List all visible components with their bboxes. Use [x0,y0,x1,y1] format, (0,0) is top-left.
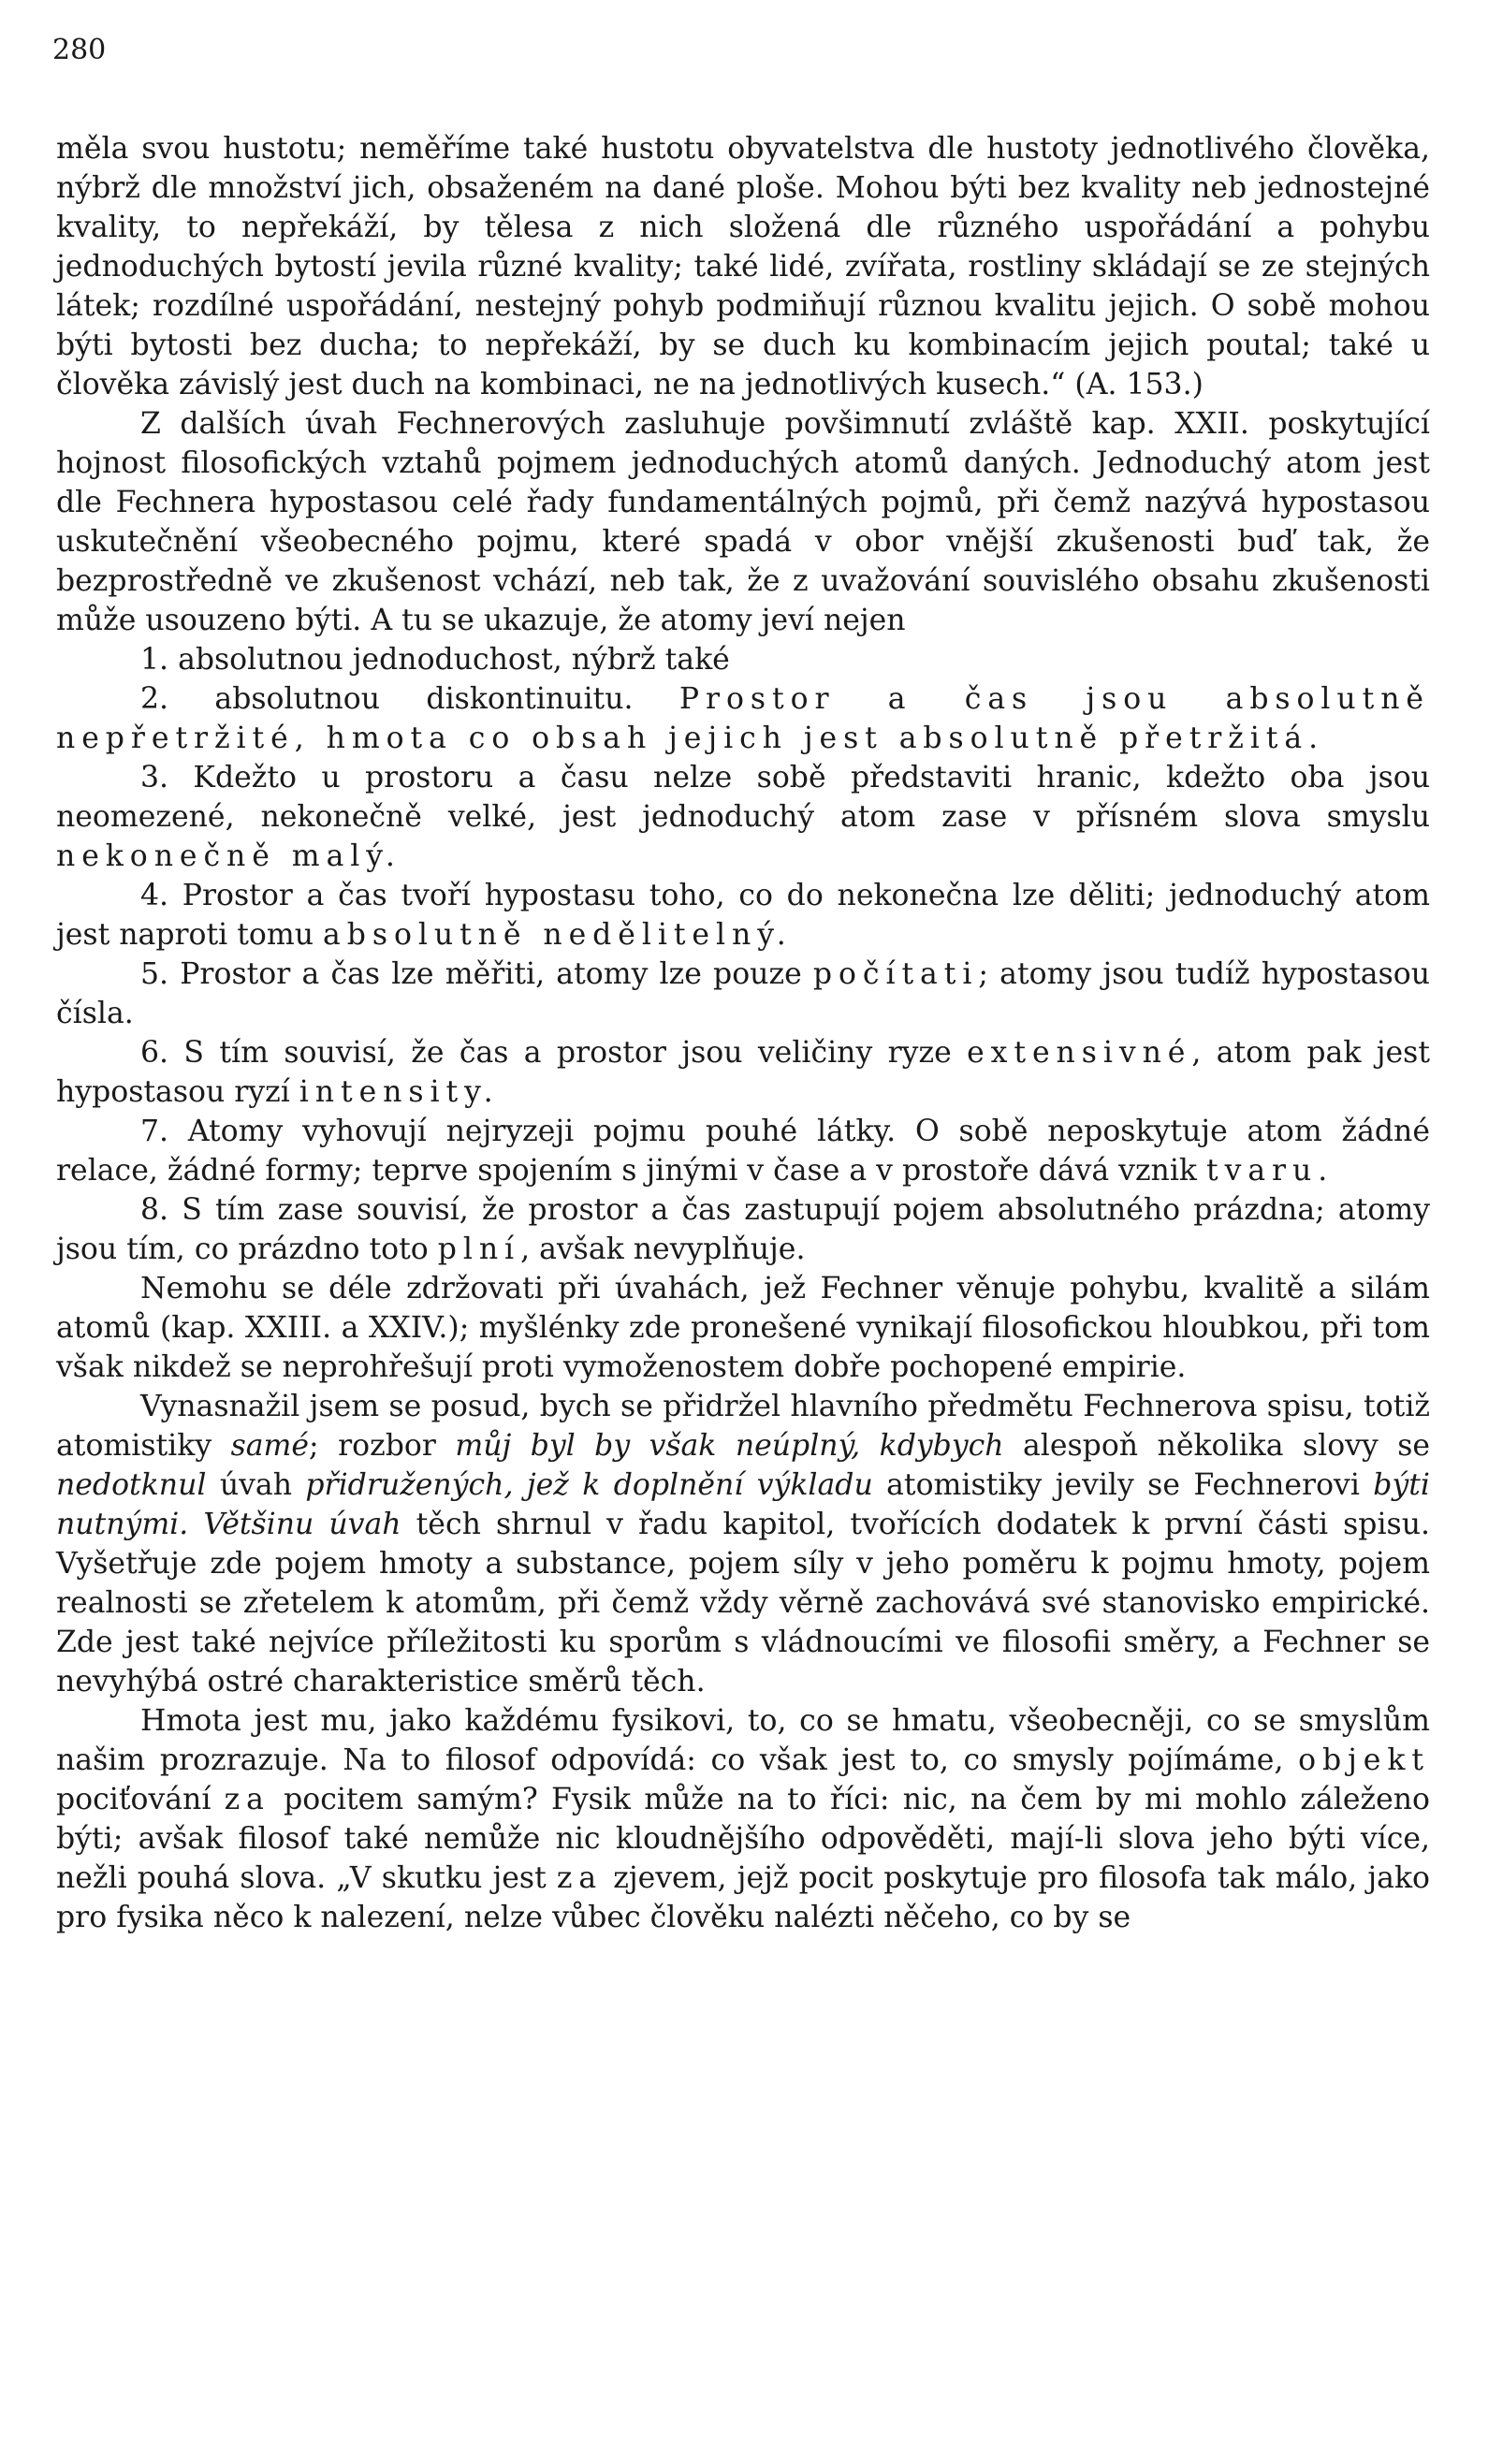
list-item-1: 1. absolutnou jednoduchost, nýbrž také [140,643,730,677]
paragraph-3: Nemohu se déle zdržovati při úvahách, jež Fechner věnuje pohybu, kvalitě a silám atomů (kap. XXIII. a XXIV.); myšlénky zde pronešené vynikají filosofickou hloubkou, při tom však nikdež se neprohřešují proti vymoženostem dobře pochopené empirie. [56,1272,1430,1384]
paragraph-5: Hmota jest mu, jako každému fysikovi, to, co se hmatu, všeobecněji, co se smyslům našim prozrazuje. Na to filosof odpovídá: co však jest to, co smysly pojímáme, objekt pociťování za pocitem samým? Fysik může na to říci: nic, na čem by mi mohlo záleženo býti; avšak filosof také nemůže nic kloudnějšího odpověděti, mají-li slova jeho býti více, nežli pouhá slova. „V skutku jest za zjevem, jejž pocit poskytuje pro filosofa tak málo, jako pro fysika něco k nalezení, nelze vůbec člověku nalézti něčeho, co by se [56,1704,1431,1934]
list-item-2: 2. absolutnou diskontinuitu. Prostor a čas jsou absolutně nepřetržité, hmota co obsah jejich jest absolutně přetržitá. [56,682,1431,755]
list-item-7: 7. Atomy vyhovují nejryzeji pojmu pouhé látky. O sobě neposkytuje atom žádné relace, žádné formy; teprve spojením s jinými v čase a v prostoře dává vznik tvaru. [56,1115,1430,1188]
list-item-5: 5. Prostor a čas lze měřiti, atomy lze pouze počítati; atomy jsou tudíž hypostasou čísla. [56,957,1430,1030]
page-number: 280 [52,34,107,66]
list-item-3: 3. Kdežto u prostoru a času nelze sobě představiti hranic, kdežto oba jsou neomezené, nekonečně velké, jest jednoduchý atom zase v přísném slova smyslu nekonečně malý. [56,761,1430,873]
paragraph-1: měla svou hustotu; neměříme také hustotu obyvatelstva dle hustoty jednotlivého člověka, nýbrž dle množství jich, obsaženém na dané ploše. Mohou býti bez kvality neb jednostejné kvality, to nepřekáží, by tělesa z nich složená dle různého uspořádání a pohybu jednoduchých bytostí jevila různé kvality; také lidé, zvířata, rostliny skládají se ze stejných látek; rozdílné uspořádání, nestejný pohyb podmiňují různou kvalitu jejich. O sobě mohou býti bytosti bez ducha; to nepřekáží, by se duch ku kombinacím jejich poutal; také u člověka závislý jest duch na kombinaci, ne na jednotlivých kusech.“ (A. 153.) [56,132,1430,401]
paragraph-4: Vynasnažil jsem se posud, bych se přidržel hlavního předmětu Fechnerova spisu, totiž atomistiky samé; rozbor můj byl by však neúplný, kdybych alespoň několika slovy se nedotknul úvah přidružených, jež k doplnění výkladu atomistiky jevily se Fechnerovi býti nutnými. Většinu úvah těch shrnul v řadu kapitol, tvořících dodatek k první části spisu. Vyšetřuje zde pojem hmoty a substance, pojem síly v jeho poměru k pojmu hmoty, pojem realnosti se zřetelem k atomům, při čemž vždy věrně zachovává své stanovisko empirické. Zde jest také nejvíce příležitosti ku sporům s vládnoucími ve filosofii směry, a Fechner se nevyhýbá ostré charakteristice směrů těch. [56,1390,1431,1699]
paragraph-2: Z dalších úvah Fechnerových zasluhuje povšimnutí zvláště kap. XXII. poskytující hojnost filosofických vztahů pojmem jednoduchých atomů daných. Jednoduchý atom jest dle Fechnera hypostasou celé řady fundamentálných pojmů, při čemž nazývá hypostasou uskutečnění všeobecného pojmu, které spadá v obor vnější zkušenosti buď tak, že bezprostředně ve zkušenost vchází, neb tak, že z uvažování souvislého obsahu zkušenosti může usouzeno býti. A tu se ukazuje, že atomy jeví nejen [56,407,1430,637]
list-item-8: 8. S tím zase souvisí, že prostor a čas zastupují pojem absolutného prázdna; atomy jsou tím, co prázdno toto plní, avšak nevyplňuje. [56,1193,1430,1266]
list-item-6: 6. S tím souvisí, že čas a prostor jsou veličiny ryze extensivné, atom pak jest hypostasou ryzí intensity. [56,1036,1431,1109]
list-item-4: 4. Prostor a čas tvoří hypostasu toho, co do nekonečna lze děliti; jednoduchý atom jest naproti tomu absolutně nedělitelný. [56,879,1430,952]
body-text [56,129,1430,1937]
